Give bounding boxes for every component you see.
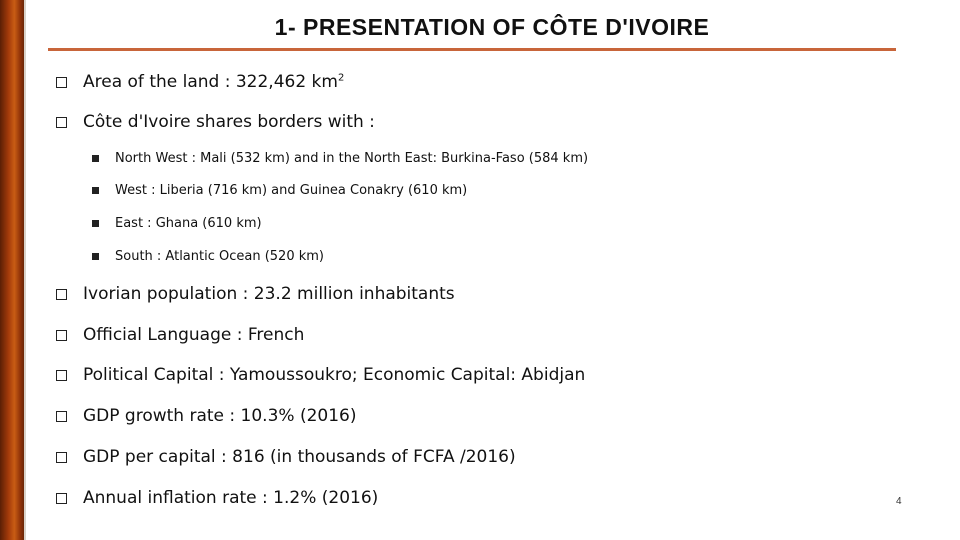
sub-bullet-east [92, 213, 872, 233]
page-number: 4 [896, 496, 902, 507]
bullet-borders [56, 110, 856, 134]
hollow-square-bullet-icon [56, 370, 67, 381]
bullet-area [56, 70, 856, 94]
bullet-capital [56, 363, 856, 387]
sub-bullet-north [92, 148, 872, 168]
bullet-text: Official Language : French [83, 325, 305, 345]
bullet-text: Area of the land : 322,462 $km^2$ [83, 72, 345, 92]
bullet-text: Annual inflation rate : 1.2% (2016) [83, 488, 379, 508]
filled-square-bullet-icon [92, 253, 99, 260]
slide-title: 1- PRESENTATION OF CÔTE D'IVOIRE [274, 14, 710, 40]
hollow-square-bullet-icon [56, 493, 67, 504]
bullet-inflation [56, 486, 856, 510]
filled-square-bullet-icon [92, 155, 99, 162]
bullet-text: Political Capital : Yamoussoukro; Economic Capital: Abidjan [83, 365, 586, 385]
hollow-square-bullet-icon [56, 411, 67, 422]
filled-square-bullet-icon [92, 187, 99, 194]
sub-bullet-text: North West : Mali (532 km) and in the North East: Burkina-Faso (584 km) [115, 150, 589, 166]
filled-square-bullet-icon [92, 220, 99, 227]
sub-bullet-text: West : Liberia (716 km) and Guinea Conakry (610 km) [115, 182, 468, 198]
hollow-square-bullet-icon [56, 289, 67, 300]
hollow-square-bullet-icon [56, 452, 67, 463]
bullet-text: GDP per capital : 816 (in thousands of FCFA /2016) [83, 447, 516, 467]
bullet-gdp-per-capita [56, 445, 856, 469]
hollow-square-bullet-icon [56, 117, 67, 128]
bullet-language [56, 323, 856, 347]
hollow-square-bullet-icon [56, 330, 67, 341]
sub-bullet-south [92, 246, 872, 266]
sub-bullet-text: East : Ghana (610 km) [115, 215, 262, 231]
sub-bullet-text: South : Atlantic Ocean (520 km) [115, 248, 324, 264]
bullet-population [56, 282, 856, 306]
bullet-text: Côte d'Ivoire shares borders with : [83, 112, 375, 132]
hollow-square-bullet-icon [56, 77, 67, 88]
bullet-gdp-growth [56, 404, 856, 428]
bullet-text: Ivorian population : 23.2 million inhabitants [83, 284, 455, 304]
bullet-text: GDP growth rate : 10.3% (2016) [83, 406, 357, 426]
sub-bullet-west [92, 180, 872, 200]
